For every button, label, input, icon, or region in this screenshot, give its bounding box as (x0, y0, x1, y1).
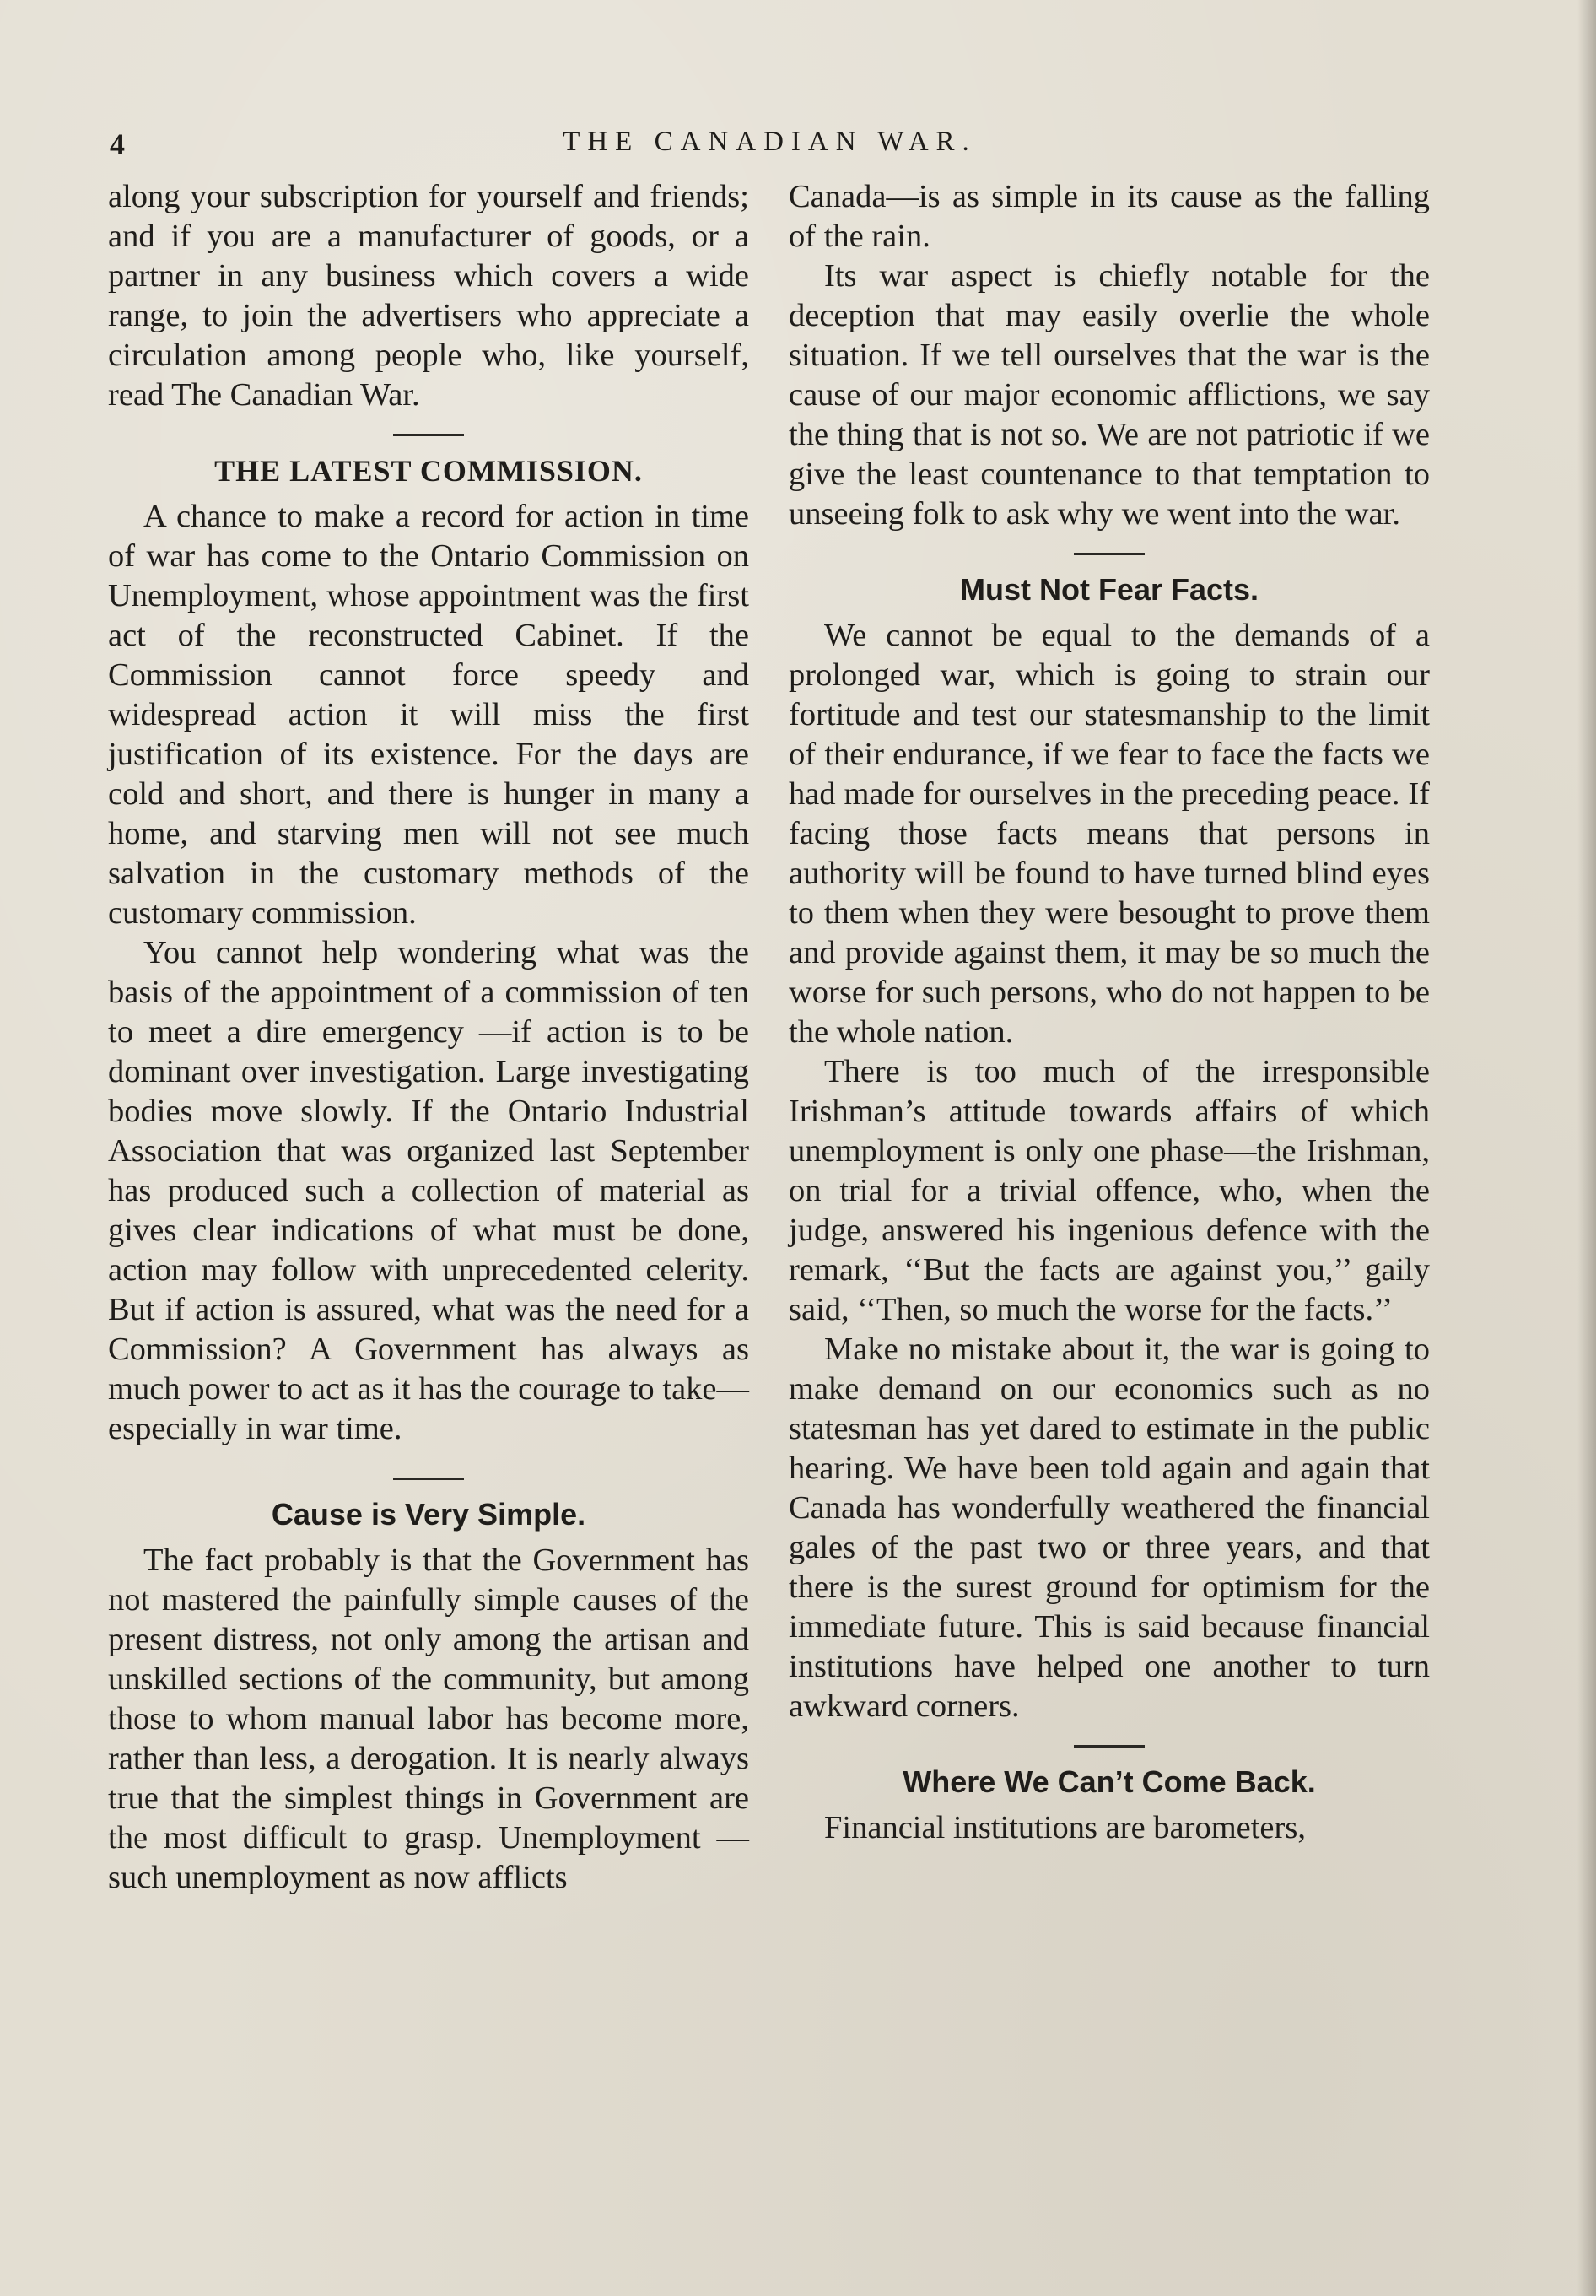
page-number: 4 (110, 127, 125, 161)
journal-title: THE CANADIAN WAR. (563, 127, 977, 157)
section-divider (393, 1478, 464, 1480)
left-column (108, 177, 749, 1898)
page-edge-shadow (1577, 0, 1596, 2296)
paragraph: We cannot be equal to the demands of a prolonged war, which is going to strain our fortitude and test our statesmanship to the limit of their endurance, if we fear to face the facts we had made for ourselves in the preceding peace. If facing those facts means that persons in authority will be found to have turned blind eyes to them when they were besought to prove them and provide against them, it may be so much the worse for such persons, who do not happen to be the whole nation. (789, 618, 1430, 1050)
paragraph: Financial institutions are barometers, (824, 1810, 1306, 1845)
heading-cause-is-very-simple: Cause is Very Simple. (271, 1497, 586, 1532)
paragraph: There is too much of the irresponsible Irishman’s attitude towards affairs of which unemployment is only one phase—the Irishman, on trial for a trivial offence, who, when the judge, answered his ingenious defence with the remark, ‘‘But the facts are against you,’’ gaily said, ‘‘Then, so much the worse for the facts.’’ (789, 1054, 1430, 1327)
section-divider (393, 434, 464, 436)
heading-latest-commission: THE LATEST COMMISSION. (214, 454, 643, 488)
paragraph: The fact probably is that the Government has not mastered the painfully simple causes of the present distress, not only among the artisan and unskilled sections of the community, but among those to whom manual labor has become more, rather than less, a derogation. It is nearly always true that the simplest things in Government are the most difficult to grasp. Unemployment —such unemployment as now afflicts (108, 1542, 749, 1895)
paragraph: Its war aspect is chiefly notable for the deception that may easily overlie the whole situation. If we tell ourselves that the war is the cause of our major economic afflictions, we say the thing that is not so. We are not patriotic if we give the least countenance to that temptation to unseeing folk to ask why we went into the war. (789, 258, 1430, 532)
continuation-paragraph: Canada—is as simple in its cause as the falling of the rain. (789, 179, 1430, 254)
heading-where-we-cant-come-back: Where We Can’t Come Back. (903, 1764, 1316, 1799)
section-divider (1074, 1745, 1145, 1748)
paragraph: A chance to make a record for action in time of war has come to the Ontario Commission on Unemployment, whose appointment was the first act of the reconstructed Cabinet. If the Commission cannot force speedy and widespread action it will miss the first justification of its existence. For the days are cold and short, and there is hunger in many a home, and starving men will not see much salvation in the customary methods of the customary commission. (108, 499, 749, 931)
running-head (110, 127, 1430, 167)
paragraph: You cannot help wondering what was the basis of the appointment of a commission of ten to meet a dire emergency —if action is to be dominant over investigation. Large investigating bodies move slowly. If the Ontario Industrial Association that was organized last September has produced such a collection of material as gives clear indications of what must be done, action may follow with unprecedented celerity. But if action is assured, what was the need for a Commission? A Government has always as much power to act as it has the courage to take—especially in war time. (108, 935, 749, 1446)
paragraph: Make no mistake about it, the war is going to make demand on our economics such as no statesman has yet dared to estimate in the public hearing. We have been told again and again that Canada has wonderfully weathered the financial gales of the past two or three years, and that there is the surest ground for optimism for the immediate future. This is said because financial institutions have helped one another to turn awkward corners. (789, 1332, 1430, 1724)
heading-must-not-fear-facts: Must Not Fear Facts. (959, 572, 1259, 607)
section-divider (1074, 553, 1145, 555)
right-column (789, 177, 1430, 1848)
intro-continuation-paragraph: along your subscription for yourself and friends; and if you are a manufacturer of goods, or a partner in any business which covers a wide range, to join the advertisers who appreciate a circulation among people who, like yourself, read The Canadian War. (108, 179, 749, 413)
